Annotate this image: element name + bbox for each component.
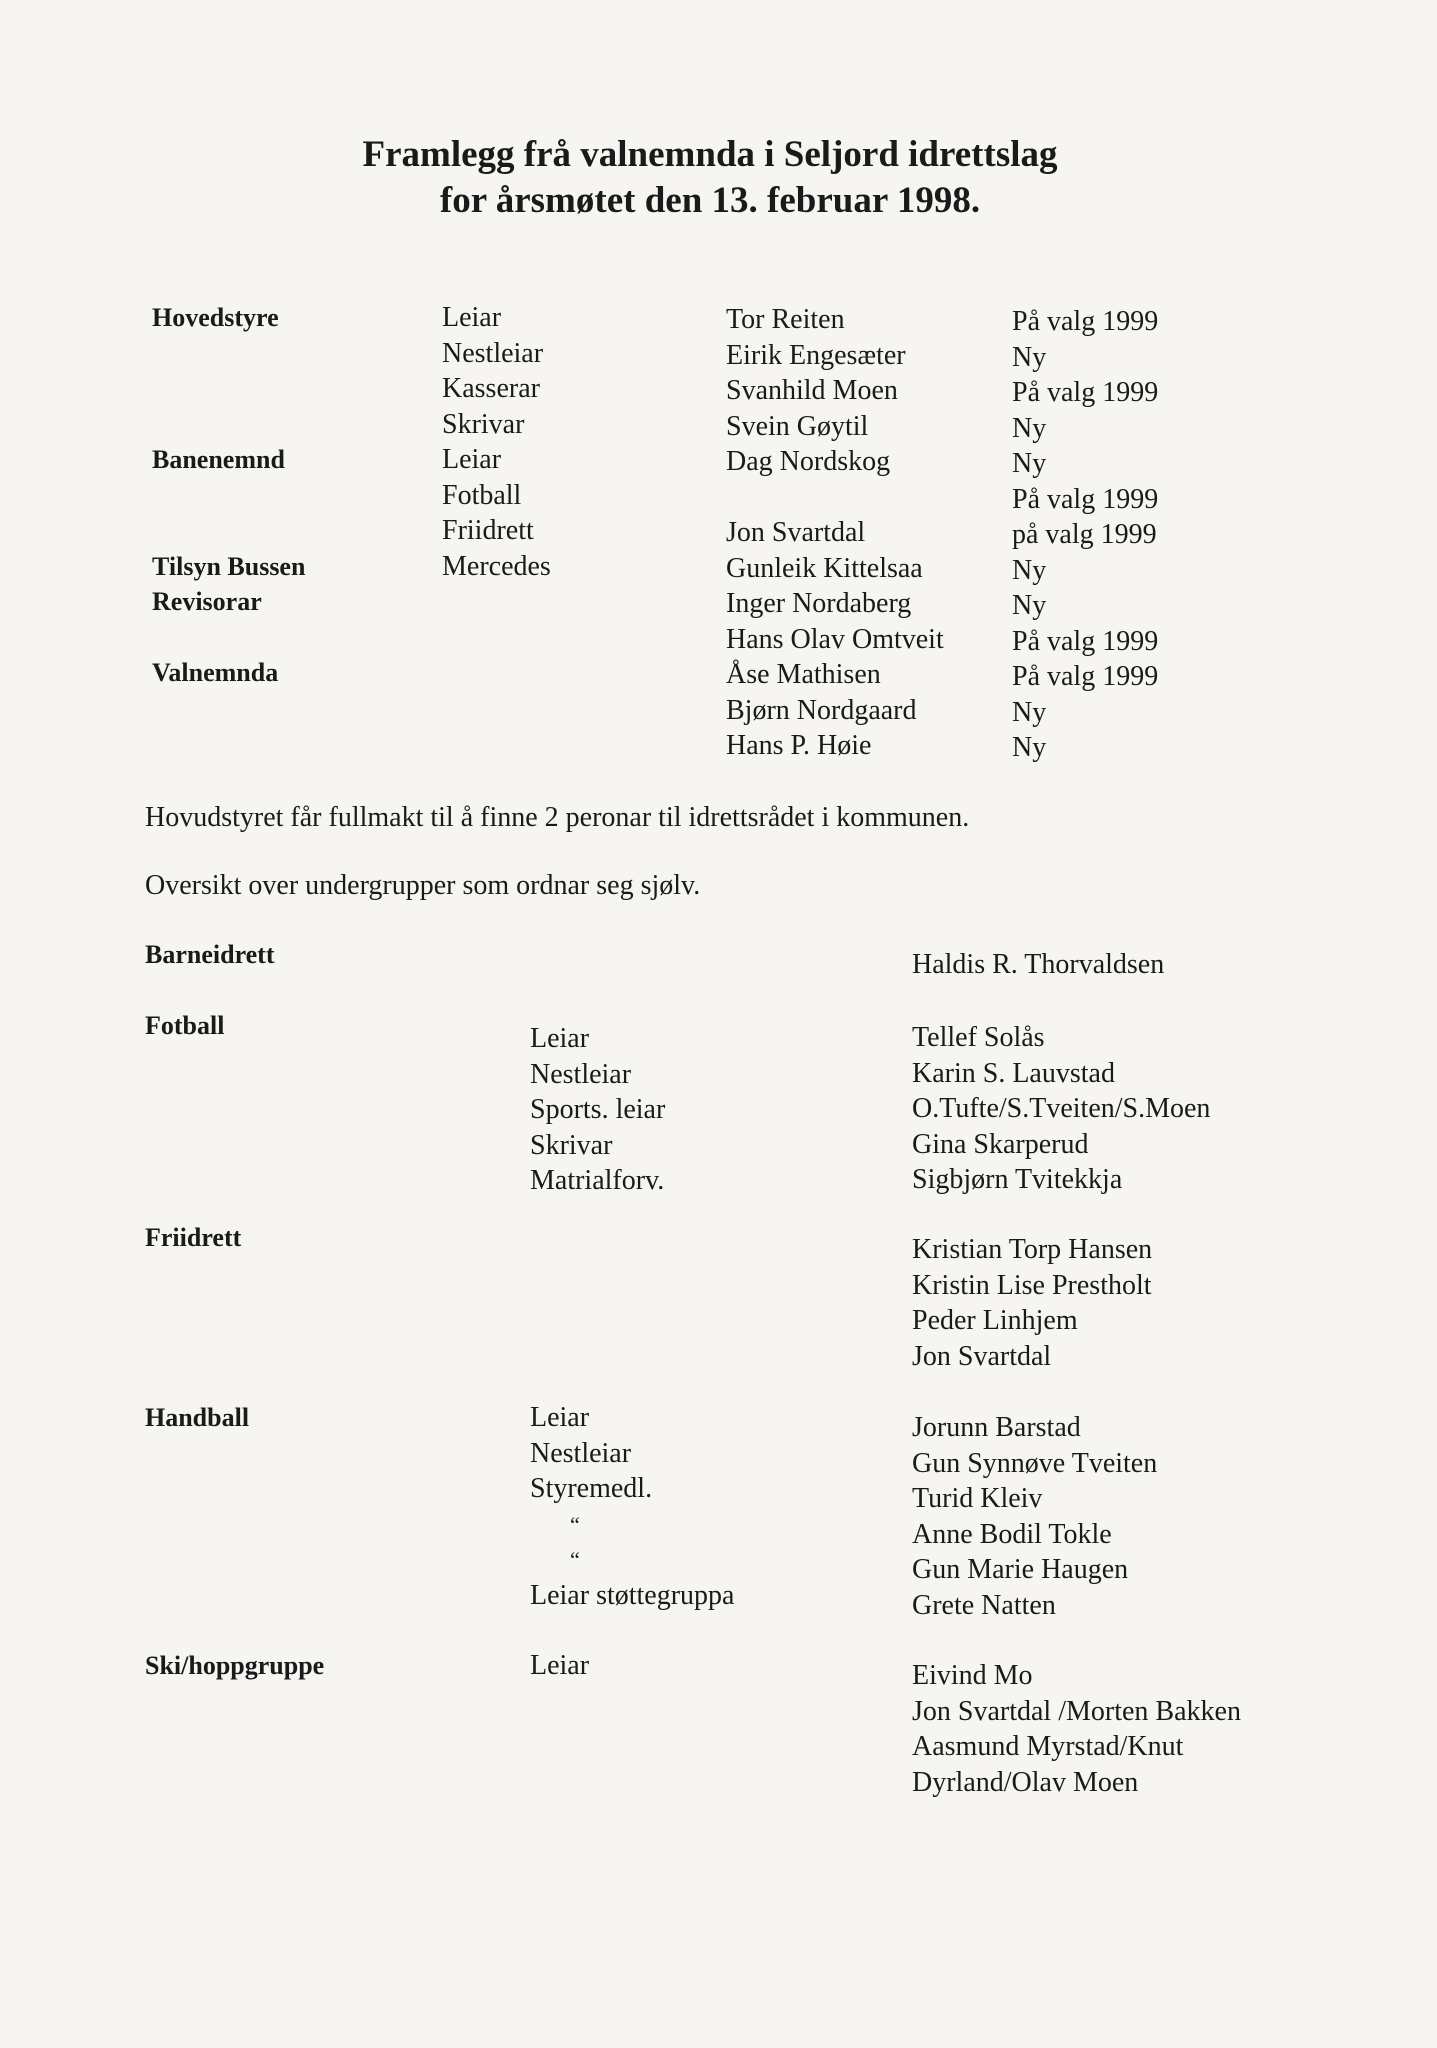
subgroup-role: Leiar (530, 1650, 590, 1681)
subgroup-role: Matrialforv. (530, 1165, 665, 1196)
board-person-name: Gunleik Kittelsaa (726, 552, 923, 584)
board-person-name: Inger Nordaberg (726, 588, 912, 619)
board-role: Leiar (442, 444, 502, 475)
board-role: Fotball (442, 479, 522, 511)
board-person-name: Hans P. Høie (726, 730, 872, 761)
board-status: Ny (1012, 732, 1047, 763)
subgroup-role: Leiar (530, 1023, 590, 1054)
board-role: Kasserar (442, 373, 540, 404)
board-person-name: Svanhild Moen (726, 375, 898, 406)
subgroup-person: Gun Synnøve Tveiten (912, 1447, 1158, 1479)
title-line-2: for årsmøtet den 13. februar 1998. (439, 180, 981, 221)
subgroup-person: Kristin Lise Prestholt (912, 1269, 1152, 1301)
subgroup-role: Nestleiar (530, 1437, 632, 1469)
subgroup-role: Sports. leiar (530, 1094, 666, 1125)
subgroup-person: Turid Kleiv (912, 1483, 1043, 1514)
subgroup-person: Gina Skarperud (912, 1128, 1089, 1160)
board-person-name: Tor Reiten (726, 304, 845, 335)
board-status: På valg 1999 (1012, 377, 1159, 408)
board-role: Skrivar (442, 408, 525, 440)
subgroup-person: Jon Svartdal /Morten Bakken (912, 1695, 1241, 1727)
subgroup-role: Leiar (530, 1402, 590, 1433)
board-status: Ny (1012, 590, 1047, 621)
board-status: Ny (1012, 341, 1047, 373)
subgroup-person: Dyrland/Olav Moen (912, 1766, 1139, 1798)
board-role: Friidrett (442, 515, 534, 546)
board-status: på valg 1999 (1012, 519, 1157, 550)
subgroup-person: Karin S. Lauvstad (912, 1057, 1115, 1089)
subgroup-name: Ski/hoppgruppe (145, 1651, 325, 1680)
subgroup-person: Peder Linhjem (912, 1305, 1078, 1336)
board-person-name: Bjørn Nordgaard (726, 694, 917, 726)
board-status: På valg 1999 (1012, 306, 1159, 337)
subgroup-person: Sigbjørn Tvitekkja (912, 1164, 1123, 1195)
subgroup-name: Friidrett (145, 1223, 242, 1252)
subgroup-role: Skrivar (530, 1129, 613, 1161)
subgroup-role: Leiar støttegruppa (530, 1579, 735, 1611)
board-role: Leiar (442, 302, 502, 333)
subgroup-role: “ (570, 1511, 580, 1537)
board-role: Mercedes (442, 550, 551, 582)
board-role: Nestleiar (442, 337, 544, 369)
subgroup-name: Barneidrett (145, 940, 275, 969)
board-person-name: Åse Mathisen (726, 659, 881, 690)
board-person-name: Jon Svartdal (726, 517, 866, 548)
board-status: På valg 1999 (1012, 483, 1159, 515)
board-status: Ny (1012, 412, 1047, 444)
title-line-1: Framlegg frå valnemnda i Seljord idrettslag (362, 134, 1058, 175)
board-status: På valg 1999 (1012, 625, 1159, 657)
subgroup-person: Gun Marie Haugen (912, 1554, 1129, 1585)
board-person-name: Svein Gøytil (726, 410, 869, 442)
board-person-name: Dag Nordskog (726, 446, 891, 477)
board-group-label: Hovedstyre (152, 303, 279, 332)
board-group-label: Valnemnda (152, 658, 279, 687)
mandate-note: Hovudstyret får fullmakt til å finne 2 peronar til idrettsrådet i kommunen. (145, 802, 970, 833)
board-person-name: Hans Olav Omtveit (726, 623, 944, 655)
board-status: Ny (1012, 696, 1047, 728)
subgroup-name: Handball (145, 1403, 250, 1432)
subgroup-person: Anne Bodil Tokle (912, 1518, 1112, 1550)
board-status: På valg 1999 (1012, 661, 1159, 692)
board-person-name: Eirik Engesæter (726, 339, 906, 371)
subgroup-person: O.Tufte/S.Tveiten/S.Moen (912, 1093, 1211, 1124)
board-group-label: Banenemnd (152, 445, 285, 474)
subgroup-person: Eivind Mo (912, 1660, 1033, 1691)
subgroup-person: Haldis R. Thorvaldsen (912, 949, 1165, 980)
subgroup-person: Kristian Torp Hansen (912, 1234, 1153, 1265)
overview-note: Oversikt over undergrupper som ordnar seg sjølv. (145, 870, 701, 901)
subgroup-role: Nestleiar (530, 1058, 632, 1090)
board-group-label: Revisorar (152, 587, 262, 616)
subgroup-person: Aasmund Myrstad/Knut (912, 1731, 1184, 1762)
board-status: Ny (1012, 448, 1047, 479)
subgroup-name: Fotball (145, 1011, 225, 1040)
subgroup-person: Tellef Solås (912, 1022, 1045, 1053)
subgroup-person: Grete Natten (912, 1589, 1056, 1621)
board-group-label: Tilsyn Bussen (152, 551, 306, 581)
subgroup-role: Styremedl. (530, 1473, 653, 1504)
subgroup-person: Jon Svartdal (912, 1340, 1052, 1372)
subgroup-person: Jorunn Barstad (912, 1412, 1081, 1443)
page-title (300, 132, 1120, 224)
subgroup-role: “ (570, 1547, 580, 1572)
board-status: Ny (1012, 554, 1047, 586)
